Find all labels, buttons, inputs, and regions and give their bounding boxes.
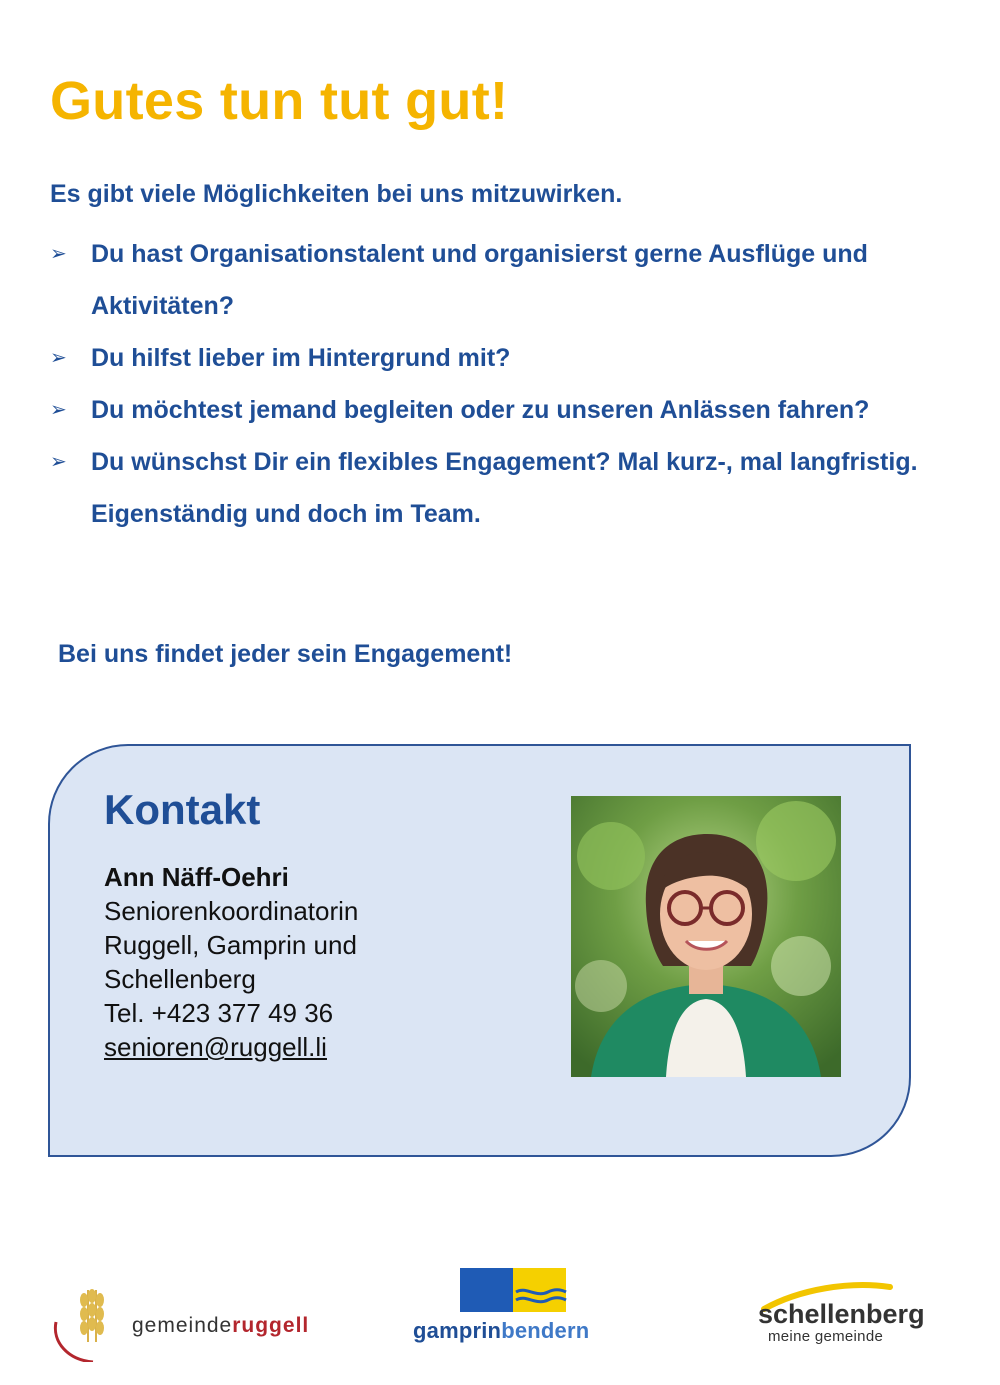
- list-item: [50, 436, 930, 540]
- list-item: [50, 384, 930, 436]
- contact-box: [48, 744, 911, 1157]
- ruggell-logo: [48, 1282, 338, 1362]
- contact-name: Ann Näff-Oehri: [104, 862, 289, 892]
- contact-title: Kontakt: [104, 786, 261, 833]
- bendern-name: bendern: [501, 1318, 590, 1343]
- contact-role: Seniorenkoordinatorin: [104, 896, 359, 926]
- list-item-text: Du hast Organisationstalent und organisierst gerne Ausflüge und Aktivitäten?: [91, 240, 868, 320]
- page-headline: Gutes tun tut gut!: [50, 71, 509, 131]
- schellenberg-logo: [750, 1275, 950, 1355]
- contact-region: Ruggell, Gamprin und: [104, 930, 357, 960]
- closing-text: Bei uns findet jeder sein Engagement!: [58, 640, 513, 668]
- arrowhead-bullet-icon: ➢: [50, 451, 67, 473]
- contact-region-continued: Schellenberg: [104, 964, 256, 994]
- gamprin-bendern-logo: [410, 1268, 620, 1348]
- list-item: [50, 332, 930, 384]
- ruggell-prefix: gemeinde: [132, 1314, 233, 1337]
- gamprin-flag-icon: [460, 1268, 570, 1312]
- contact-details: [104, 860, 358, 1064]
- gamprin-name: gamprin: [413, 1318, 502, 1343]
- intro-text: Es gibt viele Möglichkeiten bei uns mitzuwirken.: [50, 180, 623, 208]
- schellenberg-tagline: meine gemeinde: [768, 1328, 884, 1345]
- list-item-text: Du möchtest jemand begleiten oder zu unseren Anlässen fahren?: [91, 396, 870, 424]
- ruggell-logo-text: [132, 1314, 309, 1338]
- bullet-list: [50, 228, 930, 540]
- list-item-text: Du hilfst lieber im Hintergrund mit?: [91, 344, 511, 372]
- arrowhead-bullet-icon: ➢: [50, 347, 67, 369]
- gamprin-logo-text: [413, 1318, 589, 1344]
- contact-phone: Tel. +423 377 49 36: [104, 998, 334, 1028]
- list-item-text: Du wünschst Dir ein flexibles Engagement? Mal kurz-, mal langfristig. Eigenständig und doch im Team.: [91, 448, 918, 528]
- list-item: [50, 228, 930, 332]
- schellenberg-name: schellenberg: [758, 1299, 925, 1329]
- contact-email-link[interactable]: senioren@ruggell.li: [104, 1032, 327, 1062]
- arrowhead-bullet-icon: ➢: [50, 399, 67, 421]
- ruggell-name: ruggell: [232, 1314, 310, 1337]
- arrowhead-bullet-icon: ➢: [50, 243, 67, 265]
- contact-portrait-photo: [571, 796, 841, 1077]
- portrait-image: [571, 796, 841, 1077]
- wheat-icon: [48, 1282, 128, 1362]
